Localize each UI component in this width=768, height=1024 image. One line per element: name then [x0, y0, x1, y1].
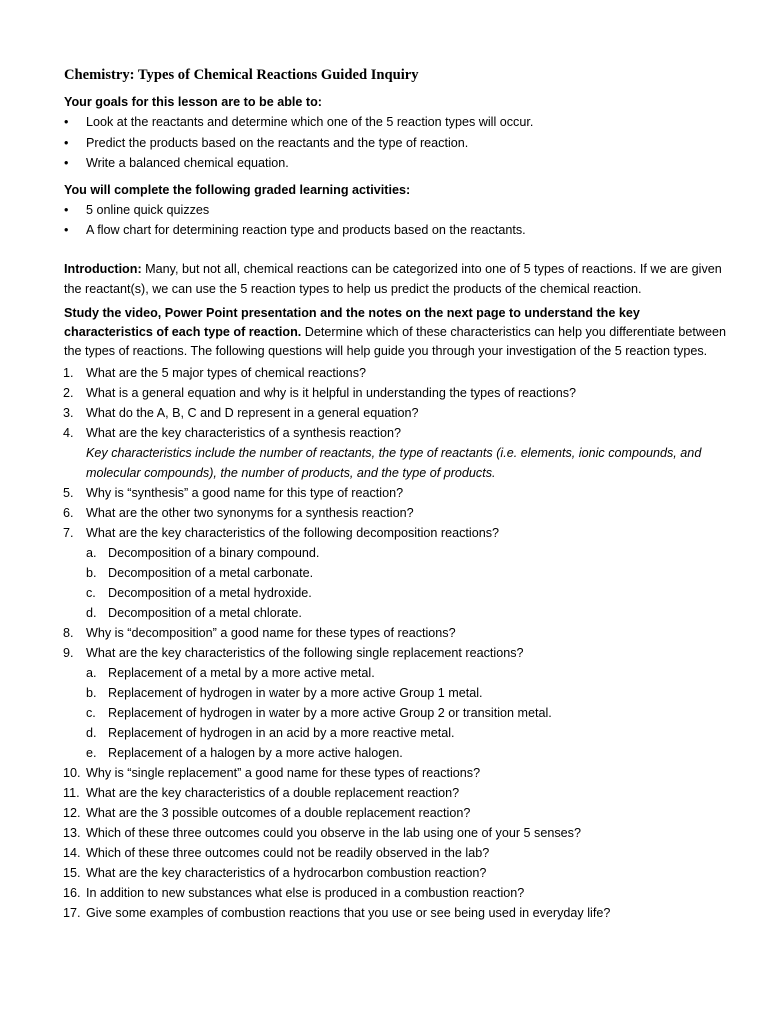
question-item: 7. What are the key characteristics of the following decomposition reactions? a. Decomposition of a binary compound. b. Decomposition of a metal carbonate. c. Decomposition of a metal hydroxide. d. Decomposition of a metal chlorate. — [64, 523, 728, 623]
question-item: 13. Which of these three outcomes could you observe in the lab using one of your 5 senses? — [63, 825, 581, 840]
sub-item: b. Decomposition of a metal carbonate. — [86, 565, 314, 580]
sub-item: d. Decomposition of a metal chlorate. — [86, 605, 302, 620]
question-item: 2. What is a general equation and why is it helpful in understanding the types of reactions? — [63, 385, 577, 400]
question-item: 8. Why is “decomposition” a good name for these types of reactions? — [63, 625, 456, 640]
study-paragraph — [64, 304, 728, 361]
question-item: 9. What are the key characteristics of the following single replacement reactions? a. Replacement of a metal by a more active metal. b. Replacement of hydrogen in water by a more active Group 1 metal. c. Replacement of hydrogen in water by a more active Group 2 or transition metal. d. Replacement of hydrogen in an acid by a more reactive metal. e. Replacement of a halogen by a more active halogen. — [64, 643, 728, 763]
question-item: 4. What are the key characteristics of a synthesis reaction? Key characteristics include the number of reactants, the type of reactants (i.e. elements, ionic compounds, and molecular compounds), the number of products, and the type of products. — [64, 423, 728, 483]
introduction-label: Introduction: — [64, 261, 142, 276]
list-item: • Look at the reactants and determine which one of the 5 reaction types will occur. — [64, 112, 728, 133]
sub-item: c. Decomposition of a metal hydroxide. — [86, 585, 312, 600]
sub-item: d. Replacement of hydrogen in an acid by a more reactive metal. — [86, 725, 455, 740]
study-text: Determine which of these characteristics can help you differentiate between the types of reactions. The following questions will help guide you through your investigation of the 5 reaction types. — [64, 324, 726, 358]
question-item: 16. In addition to new substances what else is produced in a combustion reaction? — [63, 885, 525, 900]
question-item: 12. What are the 3 possible outcomes of a double replacement reaction? — [63, 805, 471, 820]
question-item: 6. What are the other two synonyms for a synthesis reaction? — [63, 505, 414, 520]
question-item: 1. What are the 5 major types of chemical reactions? — [63, 365, 366, 380]
sub-item: a. Decomposition of a binary compound. — [86, 545, 320, 560]
question-4-note: Key characteristics include the number of reactants, the type of reactants (i.e. elements, ionic compounds, and molecular compounds), the number of products, and the type of products. — [86, 445, 702, 480]
single-replacement-sublist — [86, 663, 728, 763]
sub-item: a. Replacement of a metal by a more active metal. — [86, 665, 375, 680]
activities-list — [64, 200, 728, 241]
decomposition-sublist — [86, 543, 728, 623]
question-item: 17. Give some examples of combustion reactions that you use or see being used in everyday life? — [63, 905, 611, 920]
introduction-paragraph — [64, 259, 728, 300]
activities-heading: You will complete the following graded learning activities: — [64, 182, 411, 197]
question-item: 14. Which of these three outcomes could not be readily observed in the lab? — [63, 845, 490, 860]
page-title: Chemistry: Types of Chemical Reactions Guided Inquiry — [64, 67, 419, 83]
question-item: 15. What are the key characteristics of a hydrocarbon combustion reaction? — [63, 865, 487, 880]
study-bold-text: Study the video, Power Point presentation and the notes on the next page to understand the key characteristics of each type of reaction. — [64, 305, 640, 339]
sub-item: b. Replacement of hydrogen in water by a more active Group 1 metal. — [86, 685, 483, 700]
question-item: 10. Why is “single replacement” a good name for these types of reactions? — [63, 765, 481, 780]
question-item: 5. Why is “synthesis” a good name for this type of reaction? — [63, 485, 404, 500]
sub-item: e. Replacement of a halogen by a more active halogen. — [86, 745, 403, 760]
question-item: 3. What do the A, B, C and D represent in a general equation? — [63, 405, 419, 420]
list-item: • Write a balanced chemical equation. — [64, 153, 728, 174]
list-item: • 5 online quick quizzes — [64, 200, 728, 221]
sub-item: c. Replacement of hydrogen in water by a more active Group 2 or transition metal. — [86, 705, 552, 720]
goals-list — [64, 112, 728, 174]
question-item: 11. What are the key characteristics of a double replacement reaction? — [63, 785, 460, 800]
goals-heading: Your goals for this lesson are to be able to: — [64, 95, 322, 109]
questions-list — [64, 363, 728, 923]
introduction-text: Many, but not all, chemical reactions can be categorized into one of 5 types of reactions. If we are given the reactant(s), we can use the 5 reaction types to help us predict the products of the chemical reaction. — [64, 261, 722, 296]
list-item: • A flow chart for determining reaction type and products based on the reactants. — [64, 220, 728, 241]
list-item: • Predict the products based on the reactants and the type of reaction. — [64, 133, 728, 154]
